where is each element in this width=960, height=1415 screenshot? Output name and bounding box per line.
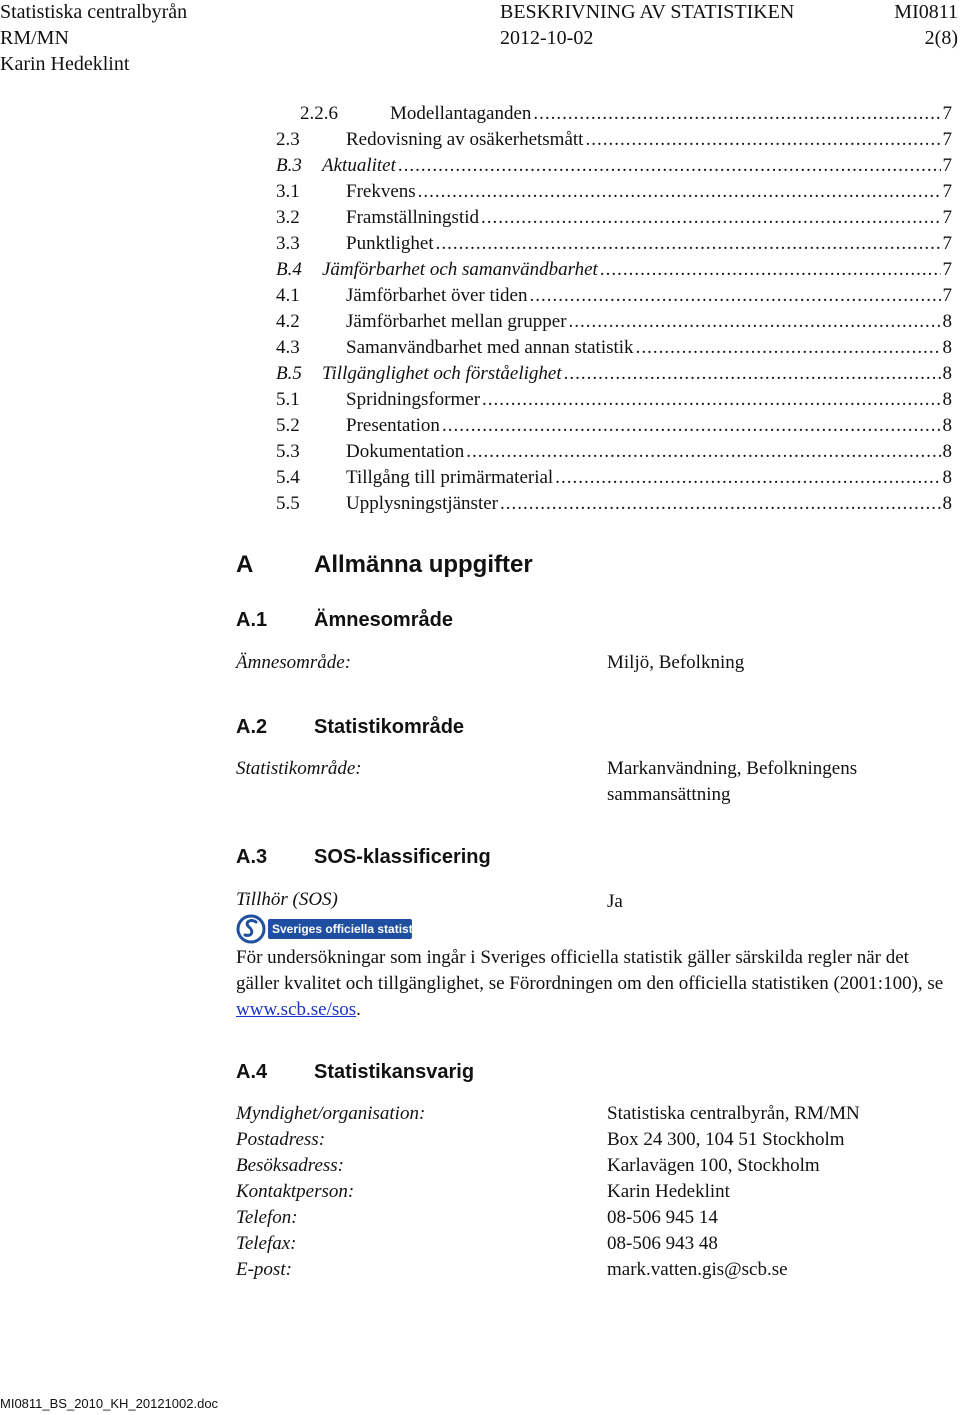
toc-page: 8 (942, 363, 952, 384)
toc-title: Aktualitet (322, 155, 396, 176)
header-date: 2012-10-02 (500, 27, 594, 49)
subsection-title: SOS-klassificering (314, 846, 491, 868)
toc-page: 8 (942, 311, 952, 332)
contact-label: Telefax: (236, 1233, 297, 1254)
toc-number: B.4 (276, 259, 302, 280)
contact-label: Telefon: (236, 1207, 298, 1228)
toc-page: 7 (942, 285, 952, 306)
subsection-number: A.1 (236, 609, 268, 631)
toc-title: Jämförbarhet och samanvändbarhet (322, 259, 598, 280)
subsection-title: Statistikansvarig (314, 1061, 475, 1083)
toc-page: 7 (942, 259, 952, 280)
toc-title: Spridningsformer (346, 389, 481, 410)
header-doc-id: MI0811 (894, 1, 958, 23)
toc-entry[interactable] (0, 413, 960, 439)
footer-filename: MI0811_BS_2010_KH_20121002.doc (0, 1396, 219, 1411)
toc-page: 8 (942, 467, 952, 488)
contact-value: 08-506 945 14 (607, 1207, 718, 1228)
toc-leader (436, 231, 941, 257)
subsection-number: A.3 (236, 846, 268, 868)
contact-value: Box 24 300, 104 51 Stockholm (607, 1129, 845, 1150)
toc-leader (564, 361, 941, 387)
toc-title: Jämförbarhet mellan grupper (346, 311, 567, 332)
field-value: Ja (607, 891, 623, 912)
toc-page: 7 (942, 103, 952, 124)
header-doc-type: BESKRIVNING AV STATISTIKEN (500, 1, 795, 23)
toc-entry[interactable] (0, 491, 960, 517)
toc-title: Tillgång till primärmaterial (346, 467, 554, 488)
toc-page: 8 (942, 389, 952, 410)
header-org: Statistiska centralbyrån (0, 1, 188, 23)
toc-entry[interactable] (0, 439, 960, 465)
toc-title: Jämförbarhet över tiden (346, 285, 528, 306)
toc-leader (555, 465, 940, 491)
contact-label: Myndighet/organisation: (236, 1103, 426, 1124)
toc-number: 3.2 (276, 207, 300, 228)
toc-leader (529, 283, 940, 309)
toc-number: 5.4 (276, 467, 300, 488)
toc-title: Modellantaganden (390, 103, 532, 124)
toc-number: 2.3 (276, 129, 300, 150)
sos-logo (236, 913, 423, 945)
toc-entry[interactable] (0, 335, 960, 361)
sos-paragraph-end: . (356, 999, 361, 1020)
field-label: Tillhör (SOS) (236, 889, 338, 910)
sos-paragraph-text: För undersökningar som ingår i Sveriges officiella statistik gäller särskilda regler när det gäller kvalitet och tillgänglighet, se Förordningen om den officiella statistiken (2001:100), se (236, 947, 944, 994)
toc-title: Frekvens (346, 181, 416, 202)
toc-number: 2.2.6 (300, 103, 338, 124)
contact-label: Kontaktperson: (236, 1181, 355, 1202)
toc-entry[interactable] (0, 127, 960, 153)
toc-leader (533, 101, 940, 127)
toc-title: Upplysningstjänster (346, 493, 498, 514)
toc-entry[interactable] (0, 231, 960, 257)
section-title: Allmänna uppgifter (314, 551, 533, 578)
sos-paragraph (236, 945, 956, 1023)
toc-title: Framställningstid (346, 207, 479, 228)
toc-entry[interactable] (0, 179, 960, 205)
toc-number: 5.1 (276, 389, 300, 410)
contact-label: E-post: (236, 1259, 292, 1280)
toc-page: 8 (942, 337, 952, 358)
toc-number: 4.2 (276, 311, 300, 332)
field-label: Ämnesområde: (236, 652, 352, 673)
contact-value: Karlavägen 100, Stockholm (607, 1155, 820, 1176)
toc-page: 8 (942, 493, 952, 514)
toc-leader (585, 127, 940, 153)
toc-leader (398, 153, 941, 179)
subsection-number: A.4 (236, 1061, 268, 1083)
toc-number: 4.1 (276, 285, 300, 306)
contact-value: mark.vatten.gis@scb.se (607, 1259, 788, 1280)
toc-title: Presentation (346, 415, 440, 436)
header-page-number: 2(8) (924, 27, 958, 49)
toc-number: 5.5 (276, 493, 300, 514)
toc-entry[interactable] (0, 283, 960, 309)
toc-page: 7 (942, 155, 952, 176)
subsection-number: A.2 (236, 716, 268, 738)
toc-title: Redovisning av osäkerhetsmått (346, 129, 584, 150)
toc-entry[interactable] (0, 257, 960, 283)
contact-value: 08-506 943 48 (607, 1233, 718, 1254)
toc-leader (442, 413, 941, 439)
toc-leader (482, 387, 940, 413)
toc-leader (569, 309, 941, 335)
toc-entry[interactable] (0, 153, 960, 179)
section-number: A (236, 551, 254, 578)
toc-number: 3.1 (276, 181, 300, 202)
toc-page: 7 (942, 181, 952, 202)
toc-leader (418, 179, 941, 205)
toc-page: 7 (942, 207, 952, 228)
field-value: Markanvändning, Befolkningens (607, 758, 858, 779)
toc-page: 7 (942, 129, 952, 150)
toc-title: Tillgänglighet och förståelighet (322, 363, 562, 384)
subsection-title: Ämnesområde (314, 609, 453, 631)
toc-number: B.5 (276, 363, 302, 384)
toc-number: 5.3 (276, 441, 300, 462)
toc-page: 8 (942, 415, 952, 436)
header-unit: RM/MN (0, 27, 69, 49)
toc-title: Samanvändbarhet med annan statistik (346, 337, 634, 358)
toc-number: 3.3 (276, 233, 300, 254)
toc-title: Dokumentation (346, 441, 465, 462)
toc-entry[interactable] (0, 361, 960, 387)
field-value: Miljö, Befolkning (607, 652, 745, 673)
toc-leader (466, 439, 940, 465)
toc-leader (481, 205, 941, 231)
header-author: Karin Hedeklint (0, 53, 130, 75)
toc-leader (600, 257, 941, 283)
field-label: Statistikområde: (236, 758, 362, 779)
toc-page: 8 (942, 441, 952, 462)
sos-link[interactable]: www.scb.se/sos (236, 999, 357, 1020)
contact-value: Statistiska centralbyrån, RM/MN (607, 1103, 860, 1124)
toc-leader (500, 491, 941, 517)
toc-number: 5.2 (276, 415, 300, 436)
toc-number: 4.3 (276, 337, 300, 358)
contact-label: Besöksadress: (236, 1155, 344, 1176)
field-value: sammansättning (607, 784, 731, 805)
toc-entry[interactable] (0, 465, 960, 491)
sos-logo-text: Sveriges officiella statistik (272, 922, 423, 936)
contact-label: Postadress: (236, 1129, 326, 1150)
contact-value: Karin Hedeklint (607, 1181, 730, 1202)
toc-entry[interactable] (0, 101, 960, 127)
toc-page: 7 (942, 233, 952, 254)
toc-entry[interactable] (0, 309, 960, 335)
toc-entry[interactable] (0, 205, 960, 231)
toc-title: Punktlighet (346, 233, 434, 254)
toc-leader (636, 335, 941, 361)
toc-number: B.3 (276, 155, 302, 176)
toc-entry[interactable] (0, 387, 960, 413)
subsection-title: Statistikområde (314, 716, 465, 738)
